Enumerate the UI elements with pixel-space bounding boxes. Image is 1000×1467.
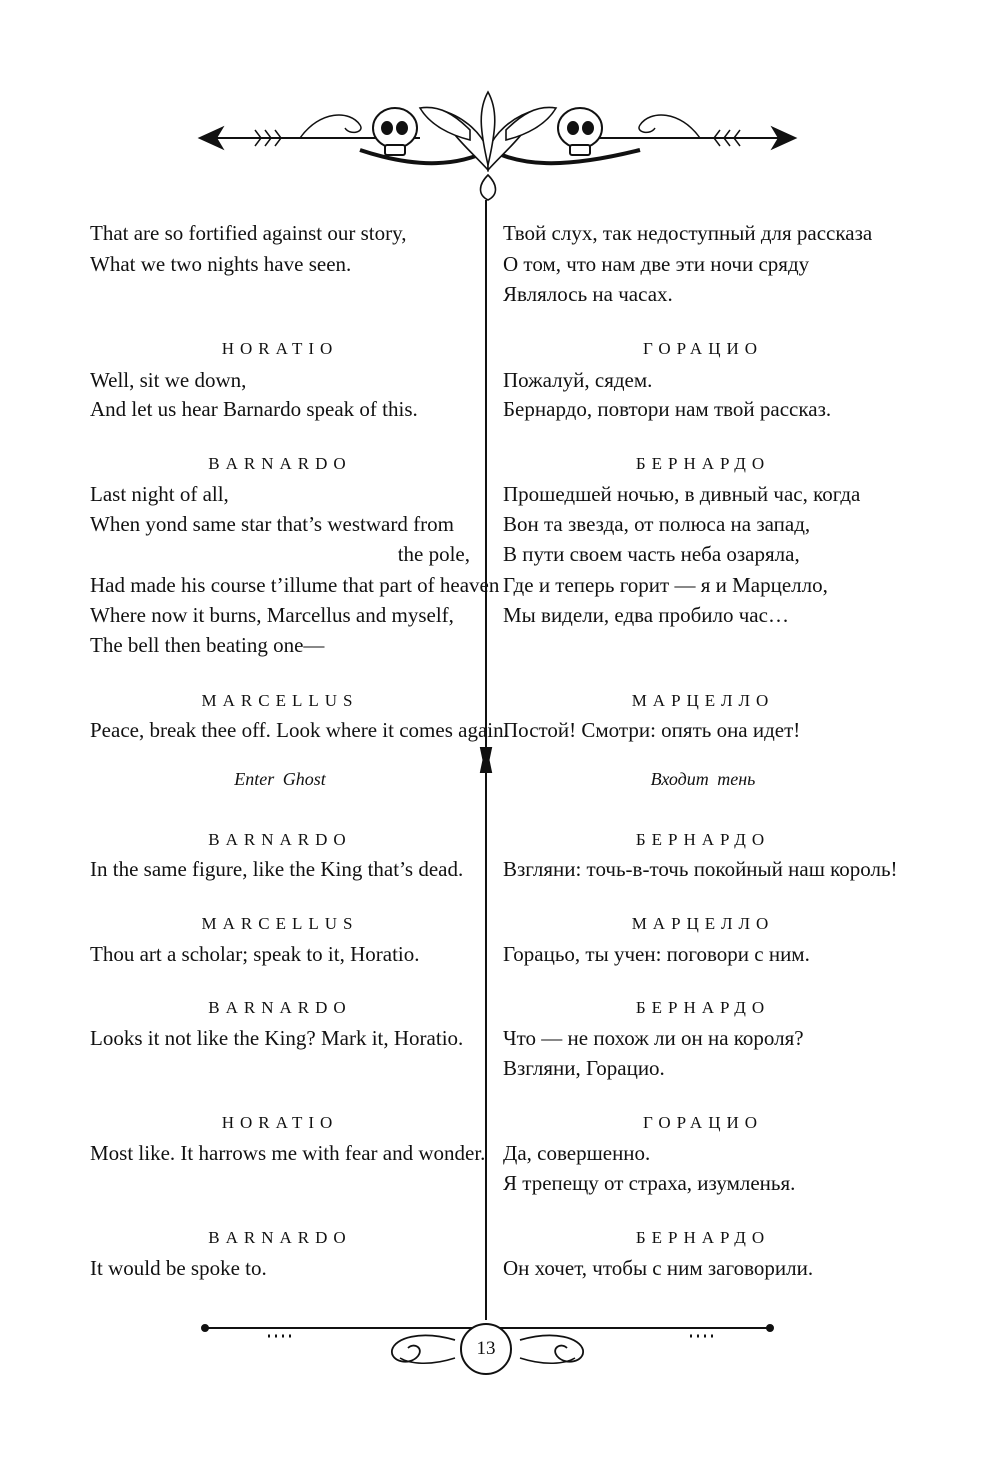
ru-speaker-barnardo: БЕРНАРДО <box>635 830 771 849</box>
en-speaker-barnardo: BARNARDO <box>208 454 352 473</box>
en-line: When yond same star that’s westward from <box>90 512 454 536</box>
ru-speaker-horatio: ГОРАЦИО <box>642 339 764 358</box>
ru-speaker-marcellus: МАРЦЕЛЛО <box>631 914 775 933</box>
ru-speaker-marcellus: МАРЦЕЛЛО <box>631 691 775 710</box>
en-line: Thou art a scholar; speak to it, Horatio. <box>90 942 420 966</box>
left-flourish <box>300 115 361 138</box>
ru-line: Взгляни, Горацио. <box>503 1056 665 1080</box>
en-speaker-barnardo: BARNARDO <box>208 830 352 849</box>
en-line: And let us hear Barnardo speak of this. <box>90 397 418 421</box>
ru-speaker-barnardo: БЕРНАРДО <box>635 454 771 473</box>
ru-line: Взгляни: точь-в-точь покойный наш король! <box>503 857 898 881</box>
ru-line: Пожалуй, сядем. <box>503 368 653 392</box>
ru-line: Мы видели, едва пробило час… <box>503 603 789 627</box>
ru-line: Я трепещу от страха, изумленья. <box>503 1171 796 1195</box>
ru-line: В пути своем часть неба озаряла, <box>503 542 800 566</box>
en-line: the pole, <box>397 542 470 566</box>
en-line: In the same figure, like the King that’s dead. <box>90 857 464 881</box>
en-line: That are so fortified against our story, <box>90 221 407 245</box>
ru-line: Постой! Смотри: опять она идет! <box>503 718 801 742</box>
ru-stage-direction: Входит тень <box>650 769 756 789</box>
lily-flowers-icon <box>420 92 556 200</box>
ru-line: Горацьо, ты учен: поговори с ним. <box>503 942 810 966</box>
en-speaker-marcellus: MARCELLUS <box>201 914 359 933</box>
ru-line: Где и теперь горит — я и Марцелло, <box>503 573 828 597</box>
ru-line: Он хочет, чтобы с ним заговорили. <box>503 1256 814 1280</box>
ru-speaker-barnardo: БЕРНАРДО <box>635 1228 771 1247</box>
left-scroll <box>392 1335 455 1361</box>
en-line: What we two nights have seen. <box>90 252 352 276</box>
top-ornament <box>0 0 1000 220</box>
en-line: Where now it burns, Marcellus and myself, <box>90 603 454 627</box>
ru-speaker-horatio: ГОРАЦИО <box>642 1113 764 1132</box>
page-number: 13 <box>460 1323 512 1375</box>
right-scroll <box>520 1335 583 1361</box>
en-line: Looks it not like the King? Mark it, Horatio. <box>90 1026 464 1050</box>
ru-line: О том, что нам две эти ночи сряду <box>503 252 810 276</box>
en-speaker-horatio: HORATIO <box>221 1113 339 1132</box>
ru-line: Вон та звезда, от полюса на запад, <box>503 512 811 536</box>
en-speaker-barnardo: BARNARDO <box>208 1228 352 1247</box>
right-skull-icon <box>558 108 602 155</box>
ru-line: Являлось на часах. <box>503 282 673 306</box>
en-speaker-barnardo: BARNARDO <box>208 998 352 1017</box>
ru-speaker-barnardo: БЕРНАРДО <box>635 998 771 1017</box>
ru-line: Твой слух, так недоступный для рассказа <box>503 221 873 245</box>
ru-line: Да, совершенно. <box>503 1141 651 1165</box>
en-line: Peace, break thee off. Look where it comes again. <box>90 718 509 742</box>
en-line: Had made his course t’illume that part of heaven <box>90 573 500 597</box>
ru-line: Прошедшей ночью, в дивный час, когда <box>503 482 861 506</box>
en-line: It would be spoke to. <box>90 1256 267 1280</box>
en-line: Most like. It harrows me with fear and wonder. <box>90 1141 486 1165</box>
left-skull-icon <box>373 108 417 155</box>
en-line: Last night of all, <box>90 482 229 506</box>
en-line: Well, sit we down, <box>90 368 247 392</box>
en-stage-direction: Enter Ghost <box>234 769 326 789</box>
en-speaker-horatio: HORATIO <box>221 339 339 358</box>
right-flourish <box>639 115 700 138</box>
en-line: The bell then beating one— <box>90 633 325 657</box>
ru-line: Бернардо, повтори нам твой рассказ. <box>503 397 832 421</box>
ru-line: Что — не похож ли он на короля? <box>503 1026 804 1050</box>
en-speaker-marcellus: MARCELLUS <box>201 691 359 710</box>
